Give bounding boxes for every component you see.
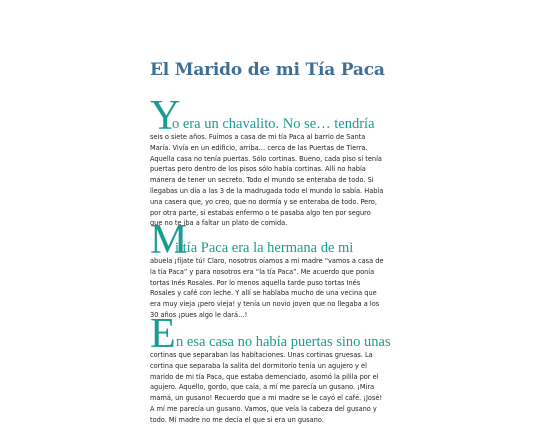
drop-cap: Y [150,93,181,139]
paragraph-1 [150,93,385,229]
drop-cap: E [150,311,176,357]
drop-cap: M [150,217,188,263]
paragraph-lead [150,311,391,357]
paragraph-body: cortinas que separaban las habitaciones. Unas cortinas gruesas. La cortina que separaba la salita del dormitorio tenía un agujero y el marido de mi tía Paca, que estaba demenciado, asomó la pilila por el agujero. Aquello, gordo, que caía, a mí me parecía un gusano. ¡Mira mamá, un gusano! Recuerdo que a mi madre se le cayó el café. ¡José! A mí me parecía un gusano. Vamos, que veía la cabeza del gusano y todo. Mi madre no me decía el que si era un gusano. [150,351,383,424]
paragraph-3 [150,311,391,426]
paragraph-lead [150,93,385,139]
paragraph-body: abuela ¡fíjate tú! Claro, nosotros oíamos a mi madre “vamos a casa de la tía Paca” y para nosotros era “la tía Paca”. Me acuerdo que ponía tortas Inés Rosales. Por lo menos aquella tarde puso tortas Inés Rosales y café con leche. Y allí se hablaba mucho de una vecina que era muy vieja ¡pero vieja! y tenía un novio joven que no llegaba a los 30 años ¡pues algo le dará…! [150,257,384,319]
paragraph-lead [150,217,385,263]
paragraph-body: seis o siete años. Fuimos a casa de mi tía Paca al barrio de Santa María. Vivía en un edificio, arriba… cerca de las Puertas de Tierra. Aquella casa no tenía puertas. Sólo cortinas. Bueno, cada piso sí tenía puertas pero dentro de los pisos sólo había cortinas. Allí no había manera de tener un secreto. Todo el mundo se enteraba de todo. Si llegabas un día a las 3 de la madrugada todo el mundo lo sabía. Había una casera que, yo creo, que no dormía y se enteraba de todo. Pero, por otra parte, si estabas enfermo o te pasaba algo ten por seguro que no te iba a faltar un plato de comida. [150,133,384,228]
lead-text: o era un chavalito. No se… tendría [172,116,375,132]
article-title: El Marido de mi Tía Paca [150,60,385,80]
paragraph-2 [150,217,385,321]
lead-text: i tía Paca era la hermana de mi [175,240,354,256]
lead-text: n esa casa no había puertas sino unas [176,334,391,350]
